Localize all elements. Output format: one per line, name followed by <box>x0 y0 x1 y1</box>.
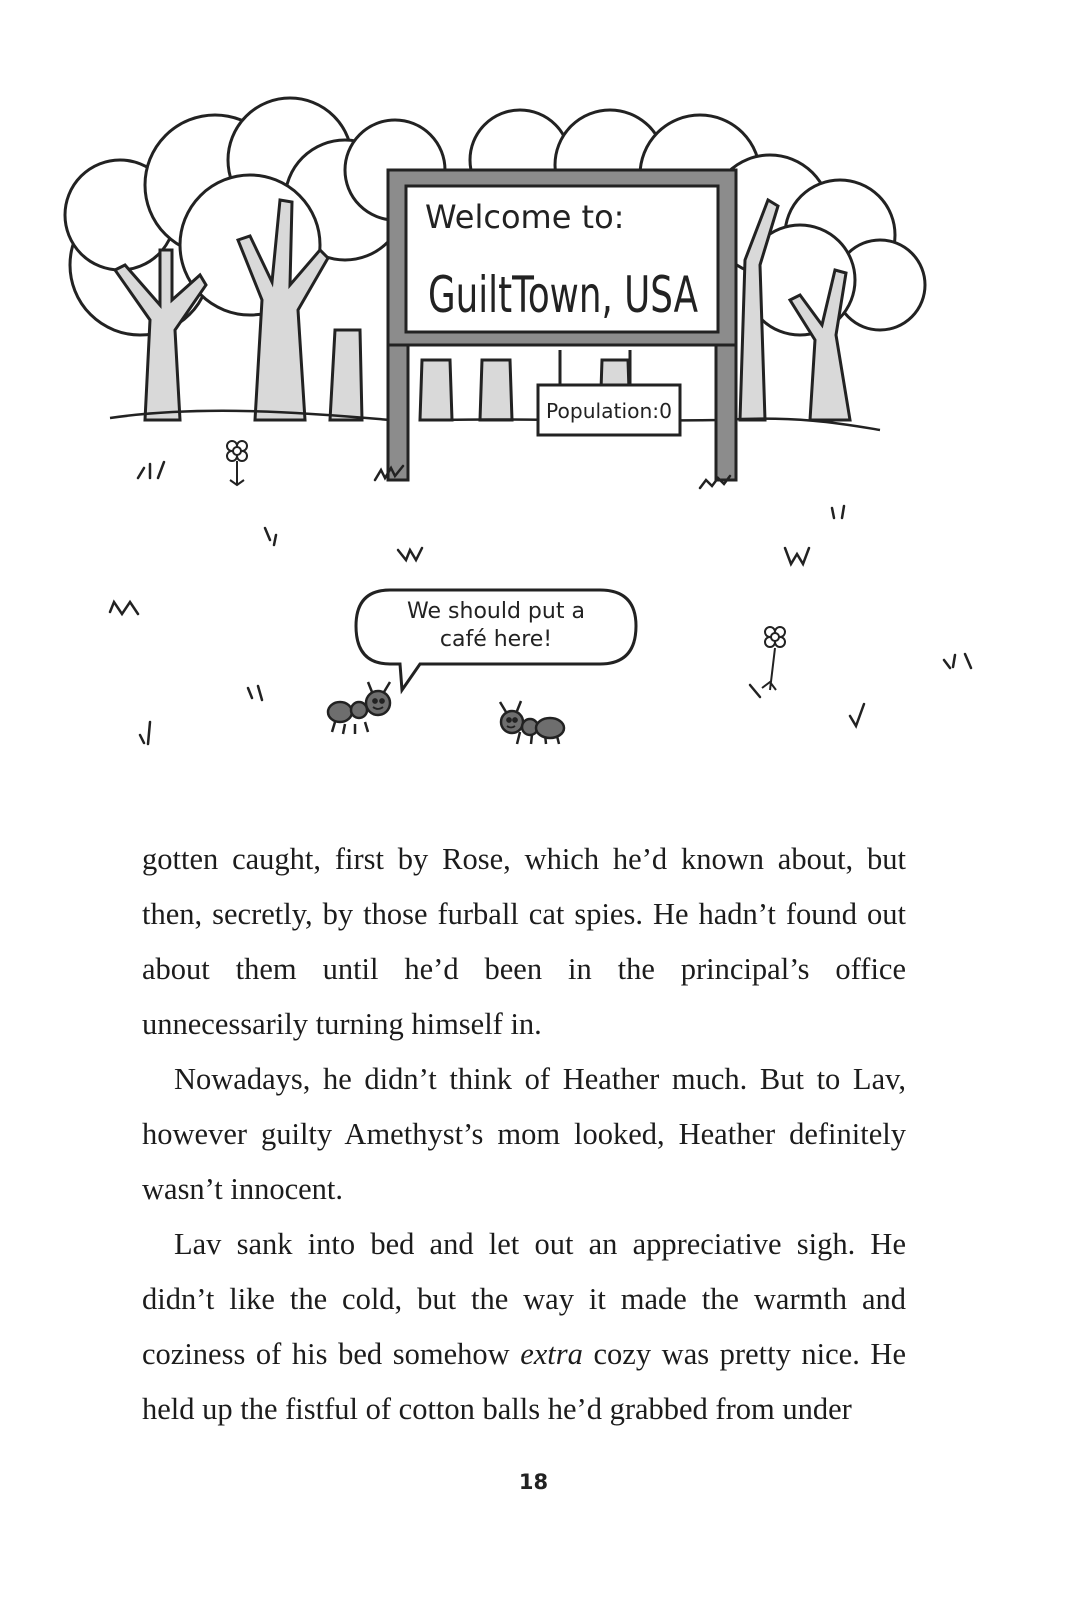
paragraph-3 <box>142 1217 906 1437</box>
paragraph-3-part-1: Lav sank into bed and let out an appreciative sigh. He didn’t like the cold, but the way it made the warmth and coziness of his bed somehow <box>142 1227 906 1371</box>
ant-right-icon <box>500 701 564 744</box>
speech-line-1: We should put a <box>407 599 585 624</box>
paragraph-1: gotten caught, first by Rose, which he’d known about, but then, secretly, by those furball cat spies. He hadn’t found out about them until he’d been in the principal’s office unnecessarily turning himself in. <box>142 842 906 1041</box>
body-text <box>142 832 906 1437</box>
flower-icon <box>227 441 247 485</box>
speech-line-2: café here! <box>439 627 553 652</box>
page-number: 18 <box>518 1470 549 1494</box>
speech-bubble <box>356 590 636 690</box>
town-sign <box>388 170 736 480</box>
paragraph-2: Nowadays, he didn’t think of Heather much. But to Lav, however guilty Amethyst’s mom looked, Heather definitely wasn’t innocent. <box>142 1062 906 1206</box>
ant-left-icon <box>328 682 390 734</box>
flower-icon <box>762 627 785 690</box>
sign-town-name: GuiltTown, USA <box>428 266 698 324</box>
sign-welcome-text: Welcome to: <box>425 198 625 236</box>
paragraph-3-emphasis: extra <box>520 1337 583 1371</box>
sign-population-text: Population:0 <box>546 399 672 423</box>
paragraph-3-part-2: cozy was pretty nice. He held up the fistful of cotton balls he’d grabbed from under <box>142 1337 906 1426</box>
